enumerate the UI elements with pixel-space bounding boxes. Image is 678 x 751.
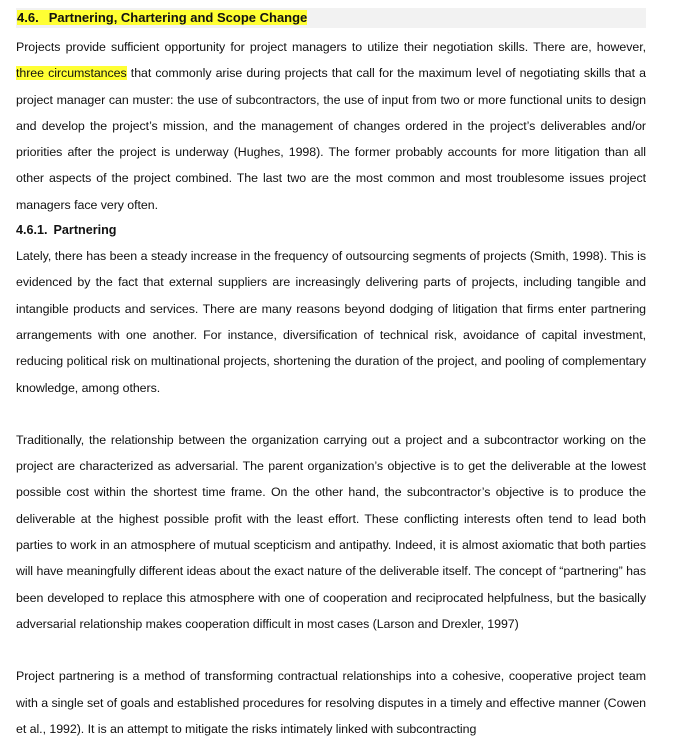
- subsection-number: 4.6.1.: [16, 223, 48, 238]
- paragraph-spacer: [16, 637, 646, 663]
- section-heading-highlight: [17, 10, 307, 25]
- section-heading: [16, 8, 646, 28]
- subsection-title: Partnering: [53, 223, 117, 238]
- body-paragraph-1: Lately, there has been a steady increase in the frequency of outsourcing segments of projects (Smith, 1998). This is evidenced by the fact that external suppliers are increasingly delivering parts of projects, including tangible and intangible products and services. There are many reasons beyond dodging of litigation that firms enter partnering arrangements with one another. For instance, diversification of technical risk, avoidance of capital investment, reducing political risk on multinational projects, shortening the duration of the project, and pooling of complementary knowledge, among others.: [16, 249, 646, 395]
- highlighted-phrase: three circumstances: [16, 66, 127, 81]
- intro-paragraph: [16, 34, 646, 218]
- section-title: Partnering, Chartering and Scope Change: [48, 10, 308, 25]
- body-paragraph-3: Project partnering is a method of transforming contractual relationships into a cohesive, cooperative project team with a single set of goals and established procedures for resolving disputes in a timely and effective manner (Cowen et al., 1992). It is an attempt to mitigate the risks intimately linked with subcontracting: [16, 669, 646, 736]
- document-page: [16, 8, 646, 742]
- intro-text-part1: Projects provide sufficient opportunity for project managers to utilize their negotiation skills. There are, however,: [16, 40, 646, 54]
- section-number: 4.6.: [17, 10, 39, 25]
- subsection-heading: [16, 217, 646, 243]
- intro-text-part2: that commonly arise during projects that call for the maximum level of negotiating skills that a project manager can muster: the use of subcontractors, the use of input from two or more functional units to design and develop the project’s mission, and the management of changes ordered in the project’s deliverables and/or priorities after the project is underway (Hughes, 1998). The former probably accounts for more litigation than all other aspects of the project combined. The last two are the most common and most troublesome issues project managers face very often.: [16, 66, 647, 212]
- paragraph-spacer: [16, 401, 646, 427]
- body-paragraph-2: Traditionally, the relationship between the organization carrying out a project and a subcontractor working on the project are characterized as adversarial. The parent organization’s objective is to get the deliverable at the lowest possible cost within the shortest time frame. On the other hand, the subcontractor’s objective is to produce the deliverable at the highest possible profit with the least effort. These conflicting interests often tend to lead both parties to work in an atmosphere of mutual scepticism and antipathy. Indeed, it is almost axiomatic that both parties will have meaningfully different ideas about the exact nature of the deliverable itself. The concept of “partnering” has been developed to replace this atmosphere with one of cooperation and reciprocated helpfulness, but the basically adversarial relationship makes cooperation difficult in most cases (Larson and Drexler, 1997): [16, 432, 646, 631]
